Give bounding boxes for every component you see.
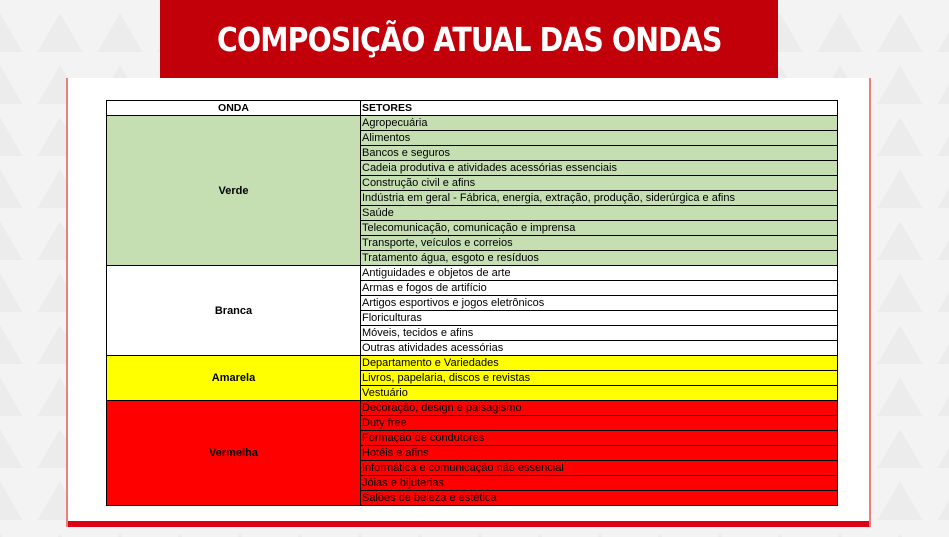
header-onda: ONDA (107, 101, 361, 116)
setor-cell: Formação de condutores (361, 431, 838, 446)
setor-cell: Cadeia produtiva e atividades acessórias essenciais (361, 161, 838, 176)
table-row (107, 401, 838, 416)
setor-cell: Alimentos (361, 131, 838, 146)
setor-cell: Outras atividades acessórias (361, 341, 838, 356)
setor-cell: Vestuário (361, 386, 838, 401)
setor-cell: Salões de beleza e estética (361, 491, 838, 506)
setor-cell: Hotéis e afins (361, 446, 838, 461)
setor-cell: Informática e comunicação não essencial (361, 461, 838, 476)
setor-cell: Antiguidades e objetos de arte (361, 266, 838, 281)
setor-cell: Construção civil e afins (361, 176, 838, 191)
setor-cell: Transporte, veículos e correios (361, 236, 838, 251)
header-setores: SETORES (361, 101, 838, 116)
onda-cell-amarela: Amarela (107, 356, 361, 401)
setor-cell: Artigos esportivos e jogos eletrônicos (361, 296, 838, 311)
setor-cell: Armas e fogos de artifício (361, 281, 838, 296)
setor-cell: Telecomunicação, comunicação e imprensa (361, 221, 838, 236)
setor-cell: Livros, papelaria, discos e revistas (361, 371, 838, 386)
table-row (107, 266, 838, 281)
onda-cell-branca: Branca (107, 266, 361, 356)
table-row (107, 356, 838, 371)
setor-cell: Decoração, design e paisagismo (361, 401, 838, 416)
title-banner (160, 0, 778, 78)
waves-table (106, 100, 838, 506)
content-panel (66, 78, 871, 527)
setor-cell: Agropecuária (361, 116, 838, 131)
setor-cell: Duty free (361, 416, 838, 431)
setor-cell: Indústria em geral - Fábrica, energia, extração, produção, siderúrgica e afins (361, 191, 838, 206)
setor-cell: Móveis, tecidos e afins (361, 326, 838, 341)
setor-cell: Floriculturas (361, 311, 838, 326)
setor-cell: Jóias e bijuterias (361, 476, 838, 491)
setor-cell: Saúde (361, 206, 838, 221)
page-title: COMPOSIÇÃO ATUAL DAS ONDAS (216, 19, 722, 59)
setor-cell: Departamento e Variedades (361, 356, 838, 371)
onda-cell-vermelha: Vermelha (107, 401, 361, 506)
table-header-row (107, 101, 838, 116)
setor-cell: Tratamento água, esgoto e resíduos (361, 251, 838, 266)
setor-cell: Bancos e seguros (361, 146, 838, 161)
onda-cell-verde: Verde (107, 116, 361, 266)
bottom-bar (68, 521, 869, 527)
table-row (107, 116, 838, 131)
